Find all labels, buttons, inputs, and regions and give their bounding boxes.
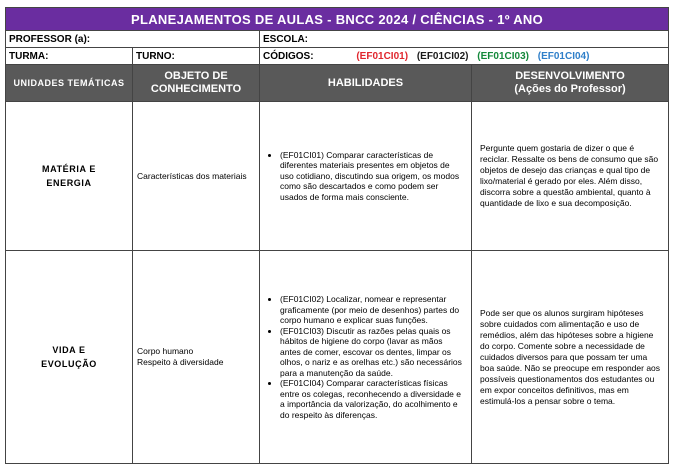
header-unidades: UNIDADES TEMÁTICAS <box>6 65 133 102</box>
page-title: PLANEJAMENTOS DE AULAS - BNCC 2024 / CIÊNCIAS - 1º ANO <box>6 8 669 31</box>
turno-label: TURNO: <box>133 48 260 65</box>
lesson-plan-sheet <box>5 7 668 464</box>
codigos-label: CÓDIGOS: <box>263 50 314 62</box>
objeto-cell <box>133 251 260 464</box>
code-ef01ci03: (EF01CI03) <box>477 50 529 62</box>
turma-label: TURMA: <box>6 48 133 65</box>
habilidades-list <box>268 150 465 203</box>
habilidade-item: • (EF01CI02) Localizar, nomear e representar graficamente (por meio de desenhos) partes do corpo humano e explicar suas funções. <box>280 294 465 326</box>
header-desenvolvimento-line2: (Ações do Professor) <box>514 83 626 95</box>
unidade-cell <box>6 102 133 251</box>
unidade-line1: MATÉRIA E <box>42 164 96 174</box>
habilidade-item: • (EF01CI04) Comparar características físicas entre os colegas, reconhecendo a diversidade e a importância da valorização, do acolhimento e do respeito às diferenças. <box>280 378 465 420</box>
header-objeto-line2: CONHECIMENTO <box>150 83 242 95</box>
lesson-plan-table <box>5 7 669 464</box>
habilidade-item: • (EF01CI01) Comparar características de diferentes materiais presentes em objetos de uso cotidiano, discutindo sua origem, os modos como são descartados e como podem ser usados de forma mais consciente. <box>280 150 465 203</box>
objeto-line1: Corpo humano <box>137 346 194 356</box>
unidade-line1: VIDA E <box>52 345 86 355</box>
header-habilidades: HABILIDADES <box>260 65 472 102</box>
objeto-line2: Respeito à diversidade <box>137 357 224 367</box>
desenvolvimento-cell: Pode ser que os alunos surgiram hipóteses sobre cuidados com alimentação e uso de remédios, além das hipóteses sobre a higiene do corpo. Comente sobre a necessidade de cuidados diversos para que possam ter uma boa saúde. Não se preocupe em responder aos possíveis questionamentos dos estudantes ou em expor conceitos definitivos, mas em estimulá-los a pensar sobre o tema. <box>472 251 669 464</box>
header-objeto <box>133 65 260 102</box>
code-ef01ci04: (EF01CI04) <box>537 50 590 62</box>
header-desenvolvimento <box>472 65 669 102</box>
unidade-cell <box>6 251 133 464</box>
unidade-line2: EVOLUÇÃO <box>41 359 97 369</box>
escola-label: ESCOLA: <box>260 31 669 48</box>
header-desenvolvimento-line1: DESENVOLVIMENTO <box>515 70 625 82</box>
unidade-line2: ENERGIA <box>46 178 92 188</box>
header-objeto-line1: OBJETO DE <box>164 70 228 82</box>
habilidades-cell <box>260 102 472 251</box>
code-ef01ci01: (EF01CI01) <box>356 50 409 62</box>
table-row <box>6 102 669 251</box>
objeto-line1: Características dos materiais <box>137 170 247 181</box>
professor-label: PROFESSOR (a): <box>6 31 260 48</box>
habilidades-list <box>268 294 465 420</box>
codigos-cell <box>260 48 669 65</box>
table-row <box>6 251 669 464</box>
habilidade-item: • (EF01CI03) Discutir as razões pelas quais os hábitos de higiene do corpo (lavar as mãos antes de comer, escovar os dentes, limpar os olhos, o nariz e as orelhas etc.) são necessários para a manutenção da saúde. <box>280 326 465 379</box>
code-ef01ci02: (EF01CI02) <box>416 50 469 62</box>
habilidades-cell <box>260 251 472 464</box>
desenvolvimento-cell: Pergunte quem gostaria de dizer o que é reciclar. Ressalte os bens de consumo que são objetos de desejo das crianças e qual tipo de lixo/material é gerado por eles. Além disso, discorra sobre a questão ambiental, quanto à quantidade de lixo e sua decomposição. <box>472 102 669 251</box>
objeto-cell <box>133 102 260 251</box>
